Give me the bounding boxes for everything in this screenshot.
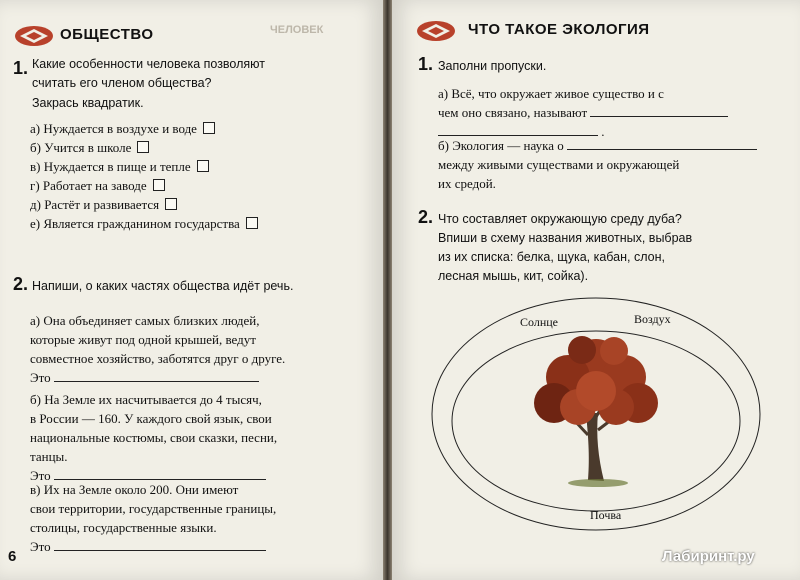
right-page [392,0,800,580]
book-spine [383,0,392,580]
fill-block-b: б) Экология — наука о между живыми существами и окружающей их средой. [438,136,793,193]
question-number: 2. [13,274,29,294]
oak-tree-icon [534,336,658,487]
leaf-logo-icon [416,20,456,42]
leaf-logo-icon [14,25,54,47]
option-item[interactable]: а) Нуждается в воздухе и воде [30,119,258,138]
question-text: Напиши, о каких частях общества идёт речь. [32,279,294,293]
question-number: 1. [418,54,434,74]
option-item[interactable]: в) Нуждается в пище и тепле [30,157,258,176]
answer-block-a: а) Она объединяет самых близких людей, которые живут под одной крышей, ведут совместное хозяйство, заботятся друг о друге. Это [30,313,286,385]
checkbox[interactable] [153,179,165,191]
page-title: ОБЩЕСТВО [60,26,154,43]
question-number: 1. [13,58,29,78]
option-item[interactable]: г) Работает на заводе [30,176,258,195]
checkbox[interactable] [203,122,215,134]
question-text: Какие особенности человека позволяют считать его членом общества? Закрась квадратик. [32,57,265,110]
answer-field[interactable] [590,103,728,117]
question-number: 2. [418,207,434,227]
label-soil: Почва [590,508,622,522]
ecology-diagram [428,295,764,533]
option-item[interactable]: б) Учится в школе [30,138,258,157]
answer-block-c: в) Их на Земле около 200. Они имеют свои территории, государственные границы, столицы, государственные языки. Это [30,482,277,554]
page-number: 6 [8,548,17,565]
checkbox[interactable] [165,198,177,210]
ghost-header: ЧЕЛОВЕК [270,24,324,36]
label-air: Воздух [634,312,671,326]
options-list [30,119,258,233]
checkbox[interactable] [197,160,209,172]
answer-field[interactable] [567,136,757,150]
answer-block-b: б) На Земле их насчитывается до 4 тысяч, в России — 160. У каждого свой язык, свои национальные костюмы, свои сказки, песни, танцы. Это [30,392,278,483]
checkbox[interactable] [137,141,149,153]
option-item[interactable]: д) Растёт и развивается [30,195,258,214]
answer-field[interactable] [438,122,598,136]
question-text: Что составляет окружающую среду дуба? Впиши в схему названия животных, выбрав из их списка: белка, щука, кабан, слон, лесная мышь, кит, сойка). [438,212,693,283]
answer-field[interactable] [54,368,259,382]
page-title: ЧТО ТАКОЕ ЭКОЛОГИЯ [468,21,650,38]
question-text: Заполни пропуски. [438,59,547,73]
left-page [0,0,383,580]
answer-field[interactable] [54,466,266,480]
answer-field[interactable] [54,537,266,551]
fill-block-a: а) Всё, что окружает живое существо и с чем оно связано, называют . [438,84,788,141]
watermark: Лабиринт.ру [662,548,755,565]
checkbox[interactable] [246,217,258,229]
option-item[interactable]: е) Является гражданином государства [30,214,258,233]
label-sun: Солнце [520,315,559,329]
